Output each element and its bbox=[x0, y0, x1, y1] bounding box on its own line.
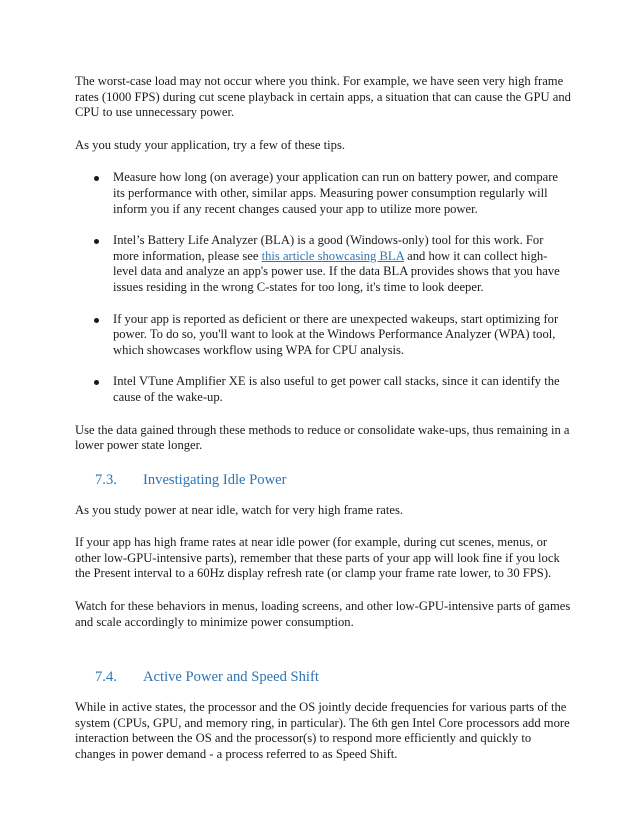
bullet-icon bbox=[94, 239, 99, 244]
section-number: 7.3. bbox=[95, 471, 117, 488]
page-content bbox=[75, 74, 571, 763]
section-7-3-paragraph-1: As you study power at near idle, watch for very high frame rates. bbox=[75, 502, 404, 517]
after-list-paragraph: Use the data gained through these methods to reduce or consolidate wake-ups, thus remaining in a lower power state longer. bbox=[75, 422, 570, 453]
section-7-3-paragraph-2: If your app has high frame rates at near idle power (for example, during cut scenes, menus, or other low-GPU-intensive parts), remember that these parts of your app will look fine if you lock the Present interval to a 60Hz display refresh rate (or clamp your frame rate lower, to 30 FPS). bbox=[75, 535, 560, 581]
section-title: Active Power and Speed Shift bbox=[143, 669, 319, 686]
list-item-text-before-link: Intel’s Battery Life Analyzer (BLA) is a good (Windows-only) tool for this work. For more information, please see bbox=[113, 233, 544, 263]
bla-article-link[interactable]: this article showcasing BLA bbox=[261, 248, 404, 263]
list-item bbox=[75, 312, 571, 359]
bullet-icon bbox=[94, 318, 99, 323]
list-item bbox=[75, 233, 571, 295]
intro-paragraph-2: As you study your application, try a few of these tips. bbox=[75, 137, 346, 152]
bullet-icon bbox=[94, 176, 99, 181]
list-item-text-after-link: and how it can collect high-level data and analyze an app's power use. If the data BLA provides shows that you have issues residing in the wrong C-states for too long, it's time to look deeper. bbox=[113, 248, 560, 294]
section-7-4-paragraph-1: While in active states, the processor and the OS jointly decide frequencies for various parts of the system (CPUs, GPU, and memory ring, in particular). The 6th gen Intel Core processors add more interaction between the OS and the processor(s) to respond more efficiently and quickly to changes in power demand - a process referred to as Speed Shift. bbox=[75, 700, 570, 762]
list-item-text: Intel VTune Amplifier XE is also useful to get power call stacks, since it can identify the cause of the wake-up. bbox=[113, 374, 560, 404]
list-item-text: Measure how long (on average) your application can run on battery power, and compare its performance with other, similar apps. Measuring power consumption regularly will inform you if any recent changes caused your app to utilize more power. bbox=[113, 170, 559, 216]
section-7-3-paragraph-3: Watch for these behaviors in menus, loading screens, and other low-GPU-intensive parts of games and scale accordingly to minimize power consumption. bbox=[75, 599, 571, 629]
list-item bbox=[75, 374, 571, 405]
section-title: Investigating Idle Power bbox=[143, 471, 287, 488]
section-number: 7.4. bbox=[95, 669, 117, 686]
intro-paragraph-1: The worst-case load may not occur where you think. For example, we have seen very high frame rates (1000 FPS) during cut scene playback in certain apps, a situation that can cause the GPU and CPU to use unnecessary power. bbox=[75, 74, 571, 120]
section-heading-7-4 bbox=[75, 668, 571, 686]
bullet-icon bbox=[94, 380, 99, 385]
list-item-text: If your app is reported as deficient or there are unexpected wakeups, start optimizing for power. To do so, you'll want to look at the Windows Performance Analyzer (WPA) tool, which showcases workflow using WPA for CPU analysis. bbox=[113, 311, 559, 357]
section-heading-7-3 bbox=[75, 471, 571, 489]
tips-list bbox=[75, 170, 571, 405]
list-item bbox=[75, 170, 571, 217]
